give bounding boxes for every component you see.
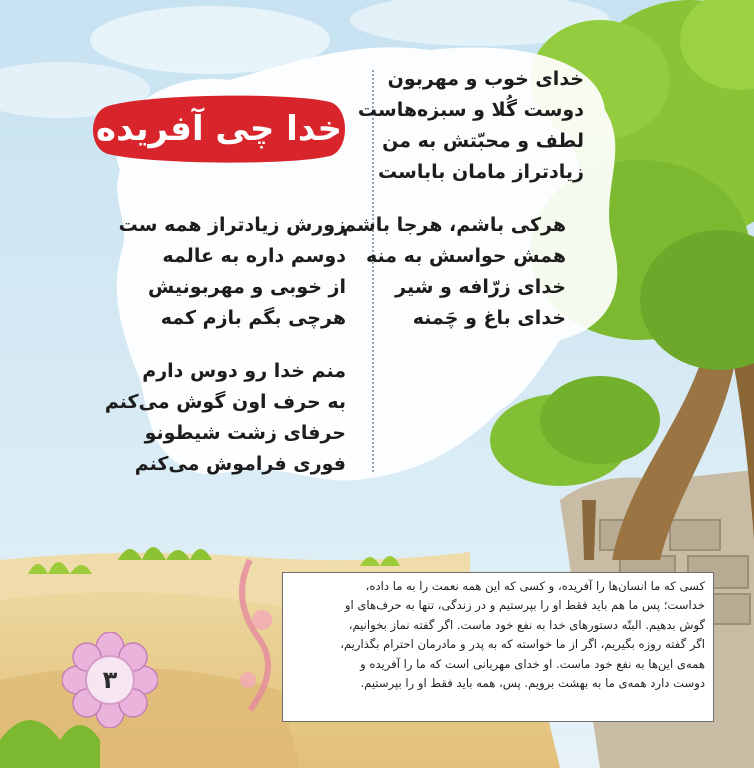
note-line: اگر گفته روزه بگیریم، اگر از ما خواسته که به پدر و مادرمان احترام بگذاریم، [340,637,705,652]
poem-line: هرچی بگم بازم کمه [160,307,346,329]
stanza-2 [342,210,566,334]
note-line: کسی که ما انسان‌ها را آفریده، و کسی که این همه نعمت را به ما داده، [365,579,705,593]
note-line: همه‌ی این‌ها به نفع خود ماست. او خدای مهربانی است که ما را آفریده و [360,656,705,671]
title-badge [88,92,350,166]
poem-line: زورش زیادتراز همه ست [118,214,346,236]
poem-line: هرکی باشم، هرجا باشم [342,214,566,236]
stanza-3 [119,210,346,334]
poem-line: حرفای زشت شیطونو [144,422,346,444]
explanation-note [282,572,714,722]
poem-line: خدای زرّافه و شیر [395,276,566,298]
poem-line: فوری فراموش می‌کنم [134,453,346,475]
poem-line: دوست گُلا و سبزه‌هاست [357,99,584,121]
poem-line: همش حواسش به منه [366,245,566,267]
note-line: دوست دارد همه‌ی ما به بهشت برویم. پس، همه باید فقط او را بپرستیم. [360,676,705,691]
stanza-4 [105,356,346,480]
poem-line: زیادتراز مامان باباست [378,161,584,183]
poem-line: دوسم داره به عالمه [162,245,346,267]
poem-line: خدای خوب و مهربون [387,68,584,90]
poem-line: به حرف اون گوش می‌کنم [104,391,346,413]
note-line: گوش بدهیم. البتّه دستورهای خدا به نفع خود ماست. اگر گفته نماز بخوانیم، [348,617,705,632]
poem-line: منم خدا رو دوس دارم [142,360,346,382]
poem-line: خدای باغ و چَمنه [412,307,566,329]
poem-line: لطف و محبّتش به من [382,130,584,152]
page-number: ۳ [102,666,118,694]
note-line: خداست؛ پس ما هم باید فقط او را بپرستیم و در زندگی، تنها به حرف‌های او [344,598,705,613]
page-title: خدا چی آفریده [96,109,342,149]
stanza-1 [358,64,584,188]
poem-line: از خوبی و مهربونیش [148,276,346,298]
